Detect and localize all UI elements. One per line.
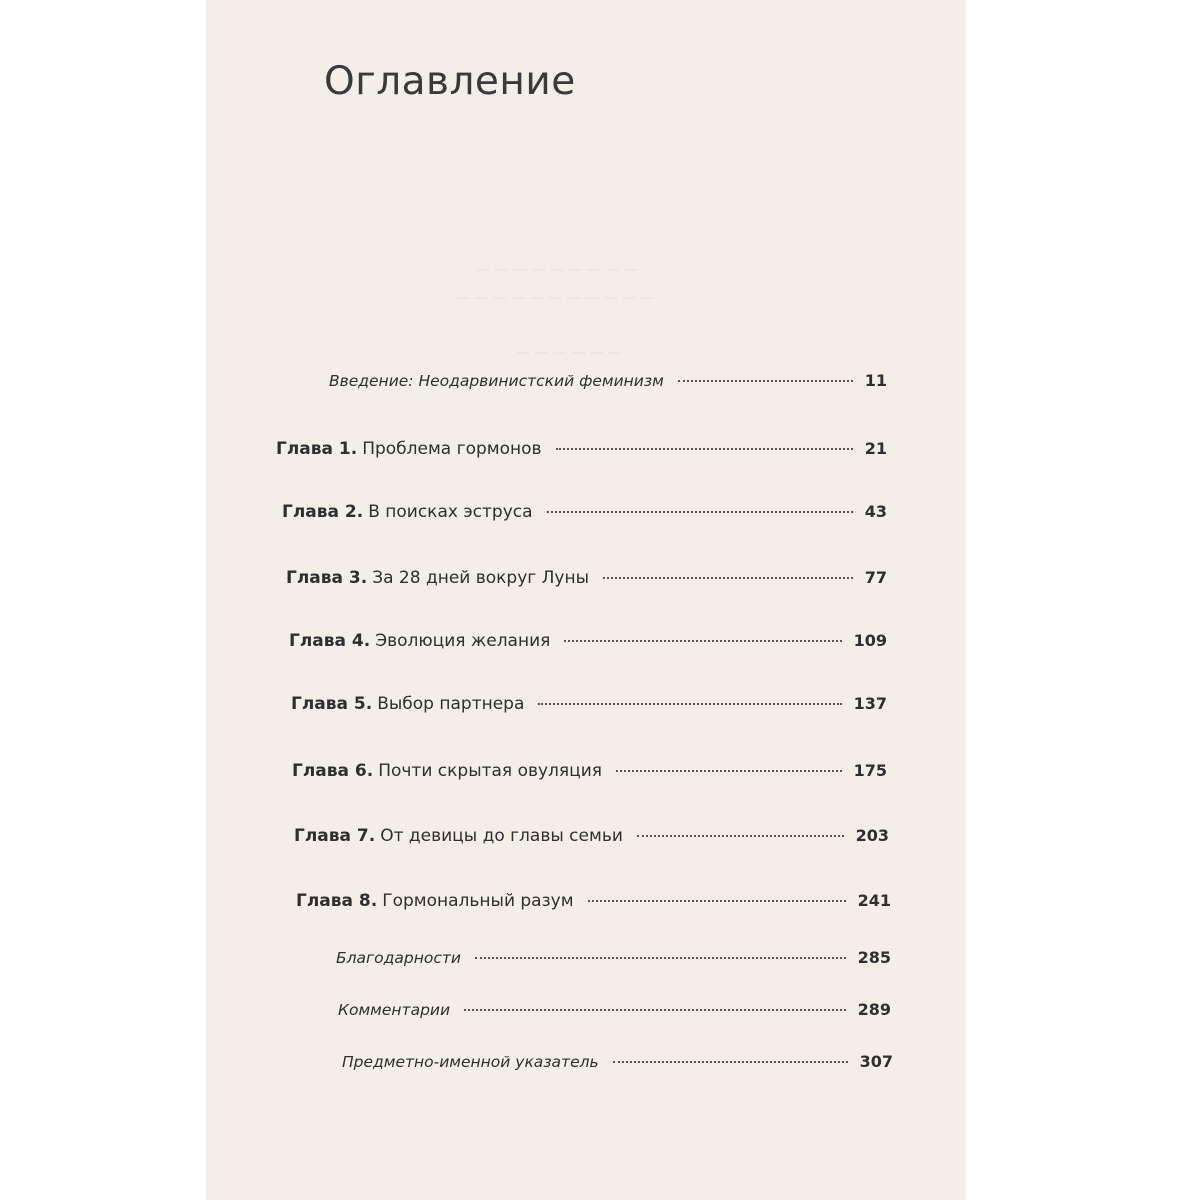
chapter-prefix: Глава 8.: [296, 891, 378, 911]
toc-entry-chapter-1[interactable]: [276, 441, 887, 458]
show-through-smudge: — — — — — — — — — — —: [456, 290, 655, 306]
toc-entry-label: Эволюция желания: [375, 631, 551, 651]
toc-entry-label: В поисках эструса: [368, 502, 533, 522]
toc-entry-introduction[interactable]: [329, 373, 887, 390]
toc-entry-label: Введение: Неодарвинистский феминизм: [329, 372, 664, 390]
dot-leader: [603, 577, 853, 579]
toc-page-number: 137: [853, 694, 887, 713]
page-title: Оглавление: [324, 59, 576, 104]
dot-leader: [588, 900, 846, 902]
toc-page-number: 307: [859, 1052, 893, 1071]
chapter-prefix: Глава 1.: [276, 439, 358, 459]
toc-page-number: 175: [853, 761, 887, 780]
dot-leader: [613, 1061, 848, 1063]
chapter-prefix: Глава 5.: [291, 694, 373, 714]
toc-page-number: 241: [857, 891, 891, 910]
toc-entry-comments[interactable]: [338, 1002, 891, 1019]
book-page: [206, 0, 966, 1200]
toc-entry-label: Комментарии: [338, 1001, 451, 1019]
chapter-prefix: Глава 3.: [286, 568, 368, 588]
toc-entry-label: Выбор партнера: [377, 694, 525, 714]
toc-page-number: 11: [864, 371, 887, 390]
dot-leader: [547, 511, 853, 513]
toc-entry-label: Почти скрытая овуляция: [378, 761, 602, 781]
toc-page-number: 77: [864, 568, 887, 587]
dot-leader: [475, 957, 846, 959]
dot-leader: [538, 703, 841, 705]
toc-entry-index[interactable]: [342, 1054, 893, 1071]
toc-page-number: 21: [864, 439, 887, 458]
dot-leader: [556, 448, 853, 450]
dot-leader: [564, 640, 841, 642]
toc-page-number: 43: [864, 502, 887, 521]
toc-page-number: 289: [857, 1000, 891, 1019]
toc-page-number: 203: [855, 826, 889, 845]
toc-page-number: 285: [857, 948, 891, 967]
chapter-prefix: Глава 4.: [289, 631, 371, 651]
chapter-prefix: Глава 2.: [282, 502, 364, 522]
toc-entry-chapter-4[interactable]: [289, 633, 887, 650]
dot-leader: [678, 380, 853, 382]
toc-entry-label: За 28 дней вокруг Луны: [372, 568, 589, 588]
dot-leader: [616, 770, 842, 772]
toc-entry-label: Проблема гормонов: [362, 439, 542, 459]
toc-entry-chapter-6[interactable]: [292, 763, 887, 780]
toc-page-number: 109: [853, 631, 887, 650]
toc-entry-acknowledgements[interactable]: [336, 950, 891, 967]
toc-entry-label: Гормональный разум: [382, 891, 574, 911]
toc-entry-chapter-3[interactable]: [286, 570, 887, 587]
toc-entry-chapter-7[interactable]: [294, 828, 889, 845]
toc-entry-chapter-5[interactable]: [291, 696, 887, 713]
toc-entry-label: Благодарности: [336, 949, 461, 967]
show-through-smudge: — — — — — —: [516, 345, 623, 361]
chapter-prefix: Глава 6.: [292, 761, 374, 781]
toc-entry-label: Предметно-именной указатель: [342, 1053, 599, 1071]
show-through-smudge: — — — — — — — — —: [476, 262, 638, 278]
toc-entry-chapter-8[interactable]: [296, 893, 891, 910]
dot-leader: [464, 1009, 846, 1011]
toc-entry-label: От девицы до главы семьи: [380, 826, 623, 846]
toc-entry-chapter-2[interactable]: [282, 504, 887, 521]
dot-leader: [637, 835, 844, 837]
chapter-prefix: Глава 7.: [294, 826, 376, 846]
